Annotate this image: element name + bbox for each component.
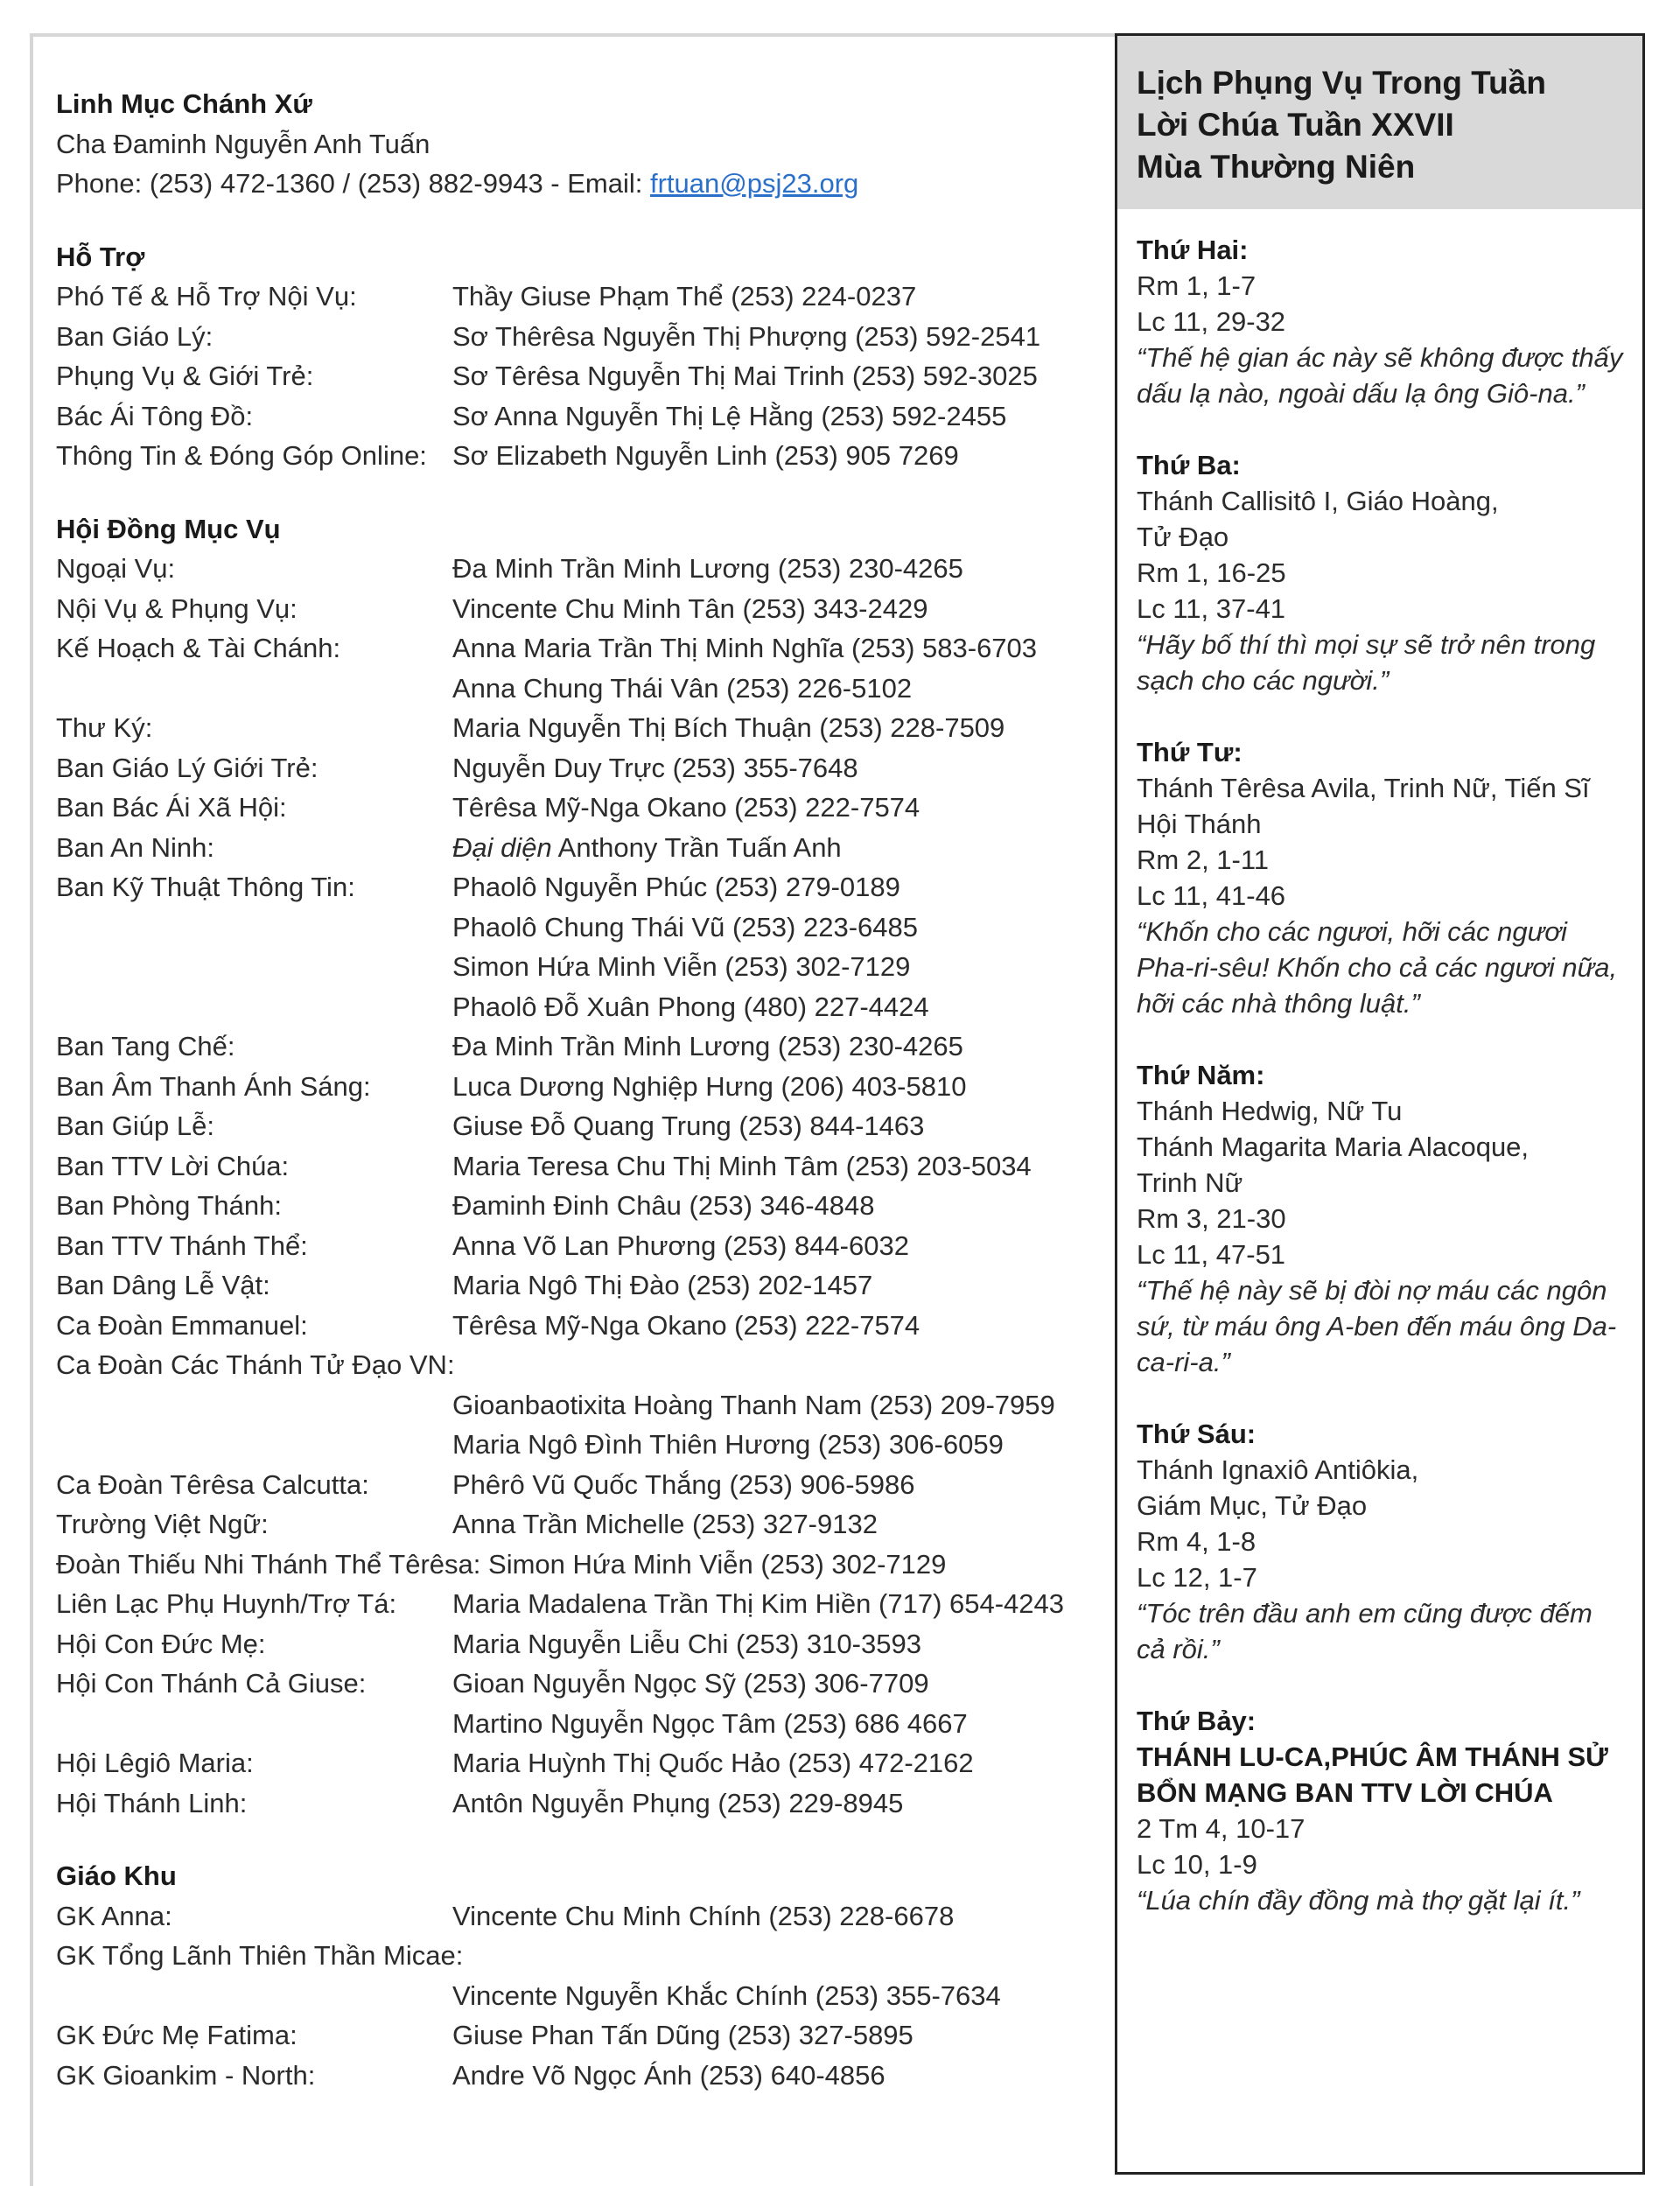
row-value	[452, 708, 1004, 748]
pastor-email-link[interactable]: frtuan@psj23.org	[649, 168, 859, 199]
row-label: Hội Con Thánh Cả Giuse:	[56, 1668, 367, 1699]
directory-row	[56, 396, 1106, 437]
row-value-text: Phaolô Chung Thái Vũ (253) 223-6485	[452, 911, 918, 942]
row-label: Ban An Ninh:	[56, 831, 214, 863]
day-reading: Rm 1, 16-25	[1137, 557, 1286, 588]
districts-heading: Giáo Khu	[56, 1860, 177, 1891]
day-quote: “Khốn cho các ngươi, hỡi các ngươi Pha-ri-sêu! Khốn cho cả các ngươi nữa, hỡi các nhà thông luật.”	[1137, 916, 1618, 1019]
directory-row	[56, 2015, 1106, 2056]
directory-row	[56, 1624, 1106, 1664]
row-value	[452, 828, 842, 868]
pastor-phone: Phone: (253) 472-1360 / (253) 882-9943 - Email:	[56, 168, 650, 199]
row-value	[452, 907, 918, 948]
row-value	[452, 1976, 1001, 2016]
day-reading: Lc 11, 37-41	[1137, 593, 1286, 624]
day-reading: 2 Tm 4, 10-17	[1137, 1813, 1306, 1844]
row-label: Thông Tin & Đóng Góp Online:	[56, 440, 427, 471]
districts-list	[56, 1896, 1106, 2096]
row-value	[452, 1783, 903, 1824]
row-value-text: Maria Nguyễn Thị Bích Thuận (253) 228-7509	[452, 712, 1005, 743]
row-value-text: Nguyễn Duy Trực (253) 355-7648	[452, 752, 858, 783]
row-value-text: Vincente Chu Minh Tân (253) 343-2429	[452, 592, 928, 624]
row-text: Đoàn Thiếu Nhi Thánh Thể Têrêsa: Simon Hứa Minh Viễn (253) 302-7129	[56, 1548, 947, 1580]
row-value-text: Martino Nguyễn Ngọc Tâm (253) 686 4667	[452, 1707, 968, 1739]
directory-row	[56, 907, 1106, 948]
day-reading: Giám Mục, Tử Đạo	[1137, 1490, 1368, 1521]
row-label: GK Anna:	[56, 1900, 172, 1931]
row-value-text: Vincente Chu Minh Chính (253) 228-6678	[452, 1900, 955, 1931]
directory-row	[56, 1425, 1106, 1465]
row-value	[452, 748, 858, 788]
directory-row	[56, 436, 1106, 476]
row-value-text: Gioan Nguyễn Ngọc Sỹ (253) 306-7709	[452, 1668, 929, 1699]
row-value-text: Maria Madalena Trần Thị Kim Hiền (717) 654-4243	[452, 1588, 1065, 1619]
row-value	[452, 396, 1006, 437]
directory-row	[56, 947, 1106, 987]
row-value-note: Đại diện	[452, 831, 552, 863]
directory-row	[56, 1146, 1106, 1187]
day-block	[1137, 1416, 1623, 1667]
row-label: Phó Tế & Hỗ Trợ Nội Vụ:	[56, 281, 357, 312]
row-value-text: Anthony Trần Tuấn Anh	[551, 831, 842, 863]
row-value	[452, 2015, 914, 2056]
row-value	[452, 1896, 954, 1937]
day-block	[1137, 1057, 1623, 1380]
day-reading: Tử Đạo	[1137, 522, 1229, 552]
day-reading: Thánh Hedwig, Nữ Tu	[1137, 1096, 1403, 1126]
row-value	[452, 1026, 963, 1067]
directory-row	[56, 356, 1106, 396]
directory-row	[56, 2056, 1106, 2096]
day-block	[1137, 232, 1623, 411]
directory-row	[56, 788, 1106, 828]
day-reading: Lc 10, 1-9	[1137, 1849, 1257, 1880]
row-label: Hội Con Đức Mẹ:	[56, 1628, 266, 1659]
row-value	[452, 549, 963, 589]
row-value	[452, 1146, 1032, 1187]
row-value	[452, 1504, 878, 1545]
schedule-season: Mùa Thường Niên	[1137, 149, 1416, 185]
day-title: Thứ Tư:	[1137, 737, 1242, 767]
day-reading: Lc 11, 29-32	[1137, 306, 1286, 337]
row-value	[452, 1226, 909, 1266]
day-reading: Lc 11, 41-46	[1137, 880, 1286, 911]
row-value	[452, 1265, 872, 1306]
row-value	[452, 1624, 921, 1664]
row-value	[452, 867, 900, 907]
day-reading: Rm 1, 1-7	[1137, 270, 1256, 301]
row-value-text: Phaolô Nguyễn Phúc (253) 279-0189	[452, 872, 900, 902]
row-value-text: Vincente Nguyễn Khắc Chính (253) 355-7634	[452, 1979, 1001, 2011]
day-quote: “Lúa chín đầy đồng mà thợ gặt lại ít.”	[1137, 1885, 1580, 1916]
directory-row	[56, 1265, 1106, 1306]
row-value	[452, 947, 910, 987]
day-quote: “Thế hệ này sẽ bị đòi nợ máu các ngôn sứ, từ máu ông A-ben đến máu ông Da-ca-ri-a.”	[1137, 1275, 1617, 1377]
row-label: Kế Hoạch & Tài Chánh:	[56, 633, 341, 663]
day-reading: Rm 3, 21-30	[1137, 1203, 1286, 1234]
day-reading: Thánh Callisitô I, Giáo Hoàng,	[1137, 486, 1499, 516]
row-value	[452, 277, 916, 317]
directory-row	[56, 1226, 1106, 1266]
row-label: Liên Lạc Phụ Huynh/Trợ Tá:	[56, 1588, 397, 1619]
council-list	[56, 549, 1106, 1823]
row-label: Hội Lêgiô Maria:	[56, 1748, 254, 1778]
day-quote: “Thế hệ gian ác này sẽ không được thấy dấu lạ nào, ngoài dấu lạ ông Giô-na.”	[1137, 342, 1623, 409]
row-value-text: Anna Trần Michelle (253) 327-9132	[452, 1509, 878, 1539]
day-quote: “Tóc trên đầu anh em cũng được đếm cả rồi.”	[1137, 1598, 1592, 1664]
row-value-text: Simon Hứa Minh Viễn (253) 302-7129	[452, 951, 911, 982]
directory-row	[56, 1976, 1106, 2016]
row-value-text: Phaolô Đỗ Xuân Phong (480) 227-4424	[452, 991, 929, 1022]
day-title: Thứ Ba:	[1137, 450, 1241, 480]
day-title: Thứ Sáu:	[1137, 1419, 1256, 1449]
directory-row	[56, 1345, 1106, 1385]
row-value	[452, 1106, 924, 1146]
row-label: Ban Phòng Thánh:	[56, 1190, 282, 1221]
row-value	[452, 788, 920, 828]
row-value	[452, 1306, 920, 1346]
directory-row	[56, 1504, 1106, 1545]
row-label: Phụng Vụ & Giới Trẻ:	[56, 361, 314, 391]
row-value-text: Maria Teresa Chu Thị Minh Tâm (253) 203-5034	[452, 1150, 1032, 1181]
row-value-text: Têrêsa Mỹ-Nga Okano (253) 222-7574	[452, 1309, 920, 1341]
row-value-text: Giuse Đỗ Quang Trung (253) 844-1463	[452, 1111, 925, 1141]
row-label: Ban Giúp Lễ:	[56, 1111, 214, 1141]
row-value-text: Maria Nguyễn Liễu Chi (253) 310-3593	[452, 1628, 921, 1659]
row-label: Ca Đoàn Têrêsa Calcutta:	[56, 1468, 369, 1500]
row-value-text: Sơ Thêrêsa Nguyễn Thị Phượng (253) 592-2541	[452, 320, 1041, 352]
directory-row	[56, 1026, 1106, 1067]
row-value-text: Thầy Giuse Phạm Thể (253) 224-0237	[452, 281, 917, 312]
row-label: Hội Thánh Linh:	[56, 1787, 248, 1818]
directory-row	[56, 669, 1106, 709]
row-value-text: Anna Võ Lan Phương (253) 844-6032	[452, 1230, 909, 1261]
directory-row	[56, 828, 1106, 868]
row-value	[452, 356, 1038, 396]
day-title: Thứ Bảy:	[1137, 1706, 1256, 1736]
row-label: Trường Việt Ngữ:	[56, 1509, 269, 1539]
directory-row	[56, 1896, 1106, 1937]
directory-column	[56, 84, 1106, 2095]
row-label: Ban TTV Thánh Thể:	[56, 1230, 308, 1261]
row-value	[452, 2056, 886, 2096]
row-value-text: Antôn Nguyễn Phụng (253) 229-8945	[452, 1787, 904, 1818]
day-block	[1137, 447, 1623, 698]
row-label: GK Gioankim - North:	[56, 2059, 316, 2091]
row-value	[452, 987, 929, 1027]
directory-row	[56, 589, 1106, 629]
schedule-header	[1117, 36, 1642, 209]
row-value	[452, 1465, 915, 1505]
row-value-text: Sơ Elizabeth Nguyễn Linh (253) 905 7269	[452, 440, 959, 471]
day-reading: Lc 11, 47-51	[1137, 1239, 1286, 1270]
directory-row	[56, 1584, 1106, 1624]
row-label: Nội Vụ & Phụng Vụ:	[56, 592, 298, 624]
directory-row	[56, 987, 1106, 1027]
row-value	[452, 317, 1040, 357]
directory-row	[56, 708, 1106, 748]
row-value	[452, 1743, 974, 1783]
directory-row	[56, 628, 1106, 669]
row-value	[452, 1584, 1064, 1624]
directory-row	[56, 1664, 1106, 1704]
liturgy-schedule-panel	[1115, 33, 1645, 2175]
row-value-text: Sơ Anna Nguyễn Thị Lệ Hằng (253) 592-2455	[452, 400, 1007, 431]
day-title: Thứ Hai:	[1137, 235, 1249, 265]
row-label: Ban Dâng Lễ Vật:	[56, 1270, 270, 1300]
row-label: Bác Ái Tông Đồ:	[56, 400, 254, 431]
day-reading: Rm 4, 1-8	[1137, 1526, 1256, 1557]
directory-row	[56, 1186, 1106, 1226]
directory-row	[56, 549, 1106, 589]
schedule-days	[1117, 209, 1642, 1918]
directory-row	[56, 1783, 1106, 1824]
row-value	[452, 669, 912, 709]
row-text: GK Tổng Lãnh Thiên Thần Micae:	[56, 1940, 464, 1971]
row-label: Thư Ký:	[56, 712, 153, 743]
row-value-text: Anna Chung Thái Vân (253) 226-5102	[452, 672, 913, 704]
row-value-text: Maria Ngô Thị Đào (253) 202-1457	[452, 1270, 873, 1300]
row-value-text: Anna Maria Trần Thị Minh Nghĩa (253) 583-6703	[452, 633, 1038, 663]
row-value-text: Phêrô Vũ Quốc Thắng (253) 906-5986	[452, 1468, 915, 1500]
row-label: Ban Bác Ái Xã Hội:	[56, 792, 287, 823]
row-value	[452, 1425, 1004, 1465]
row-value	[452, 1385, 1055, 1426]
row-label: Ban Tang Chế:	[56, 1031, 235, 1061]
row-label: Ban Kỹ Thuật Thông Tin:	[56, 872, 355, 902]
directory-row	[56, 1704, 1106, 1744]
support-heading: Hỗ Trợ	[56, 241, 145, 272]
schedule-week: Lời Chúa Tuần XXVII	[1137, 107, 1454, 143]
day-reading: Rm 2, 1-11	[1137, 844, 1270, 875]
day-reading: Thánh Magarita Maria Alacoque,	[1137, 1132, 1530, 1162]
directory-row	[56, 867, 1106, 907]
directory-row	[56, 1743, 1106, 1783]
directory-row	[56, 1545, 1106, 1585]
row-value-text: Maria Huỳnh Thị Quốc Hảo (253) 472-2162	[452, 1748, 974, 1778]
day-feast: THÁNH LU-CA,PHÚC ÂM THÁNH SỬ BỔN MẠNG BAN TTV LỜI CHÚA	[1137, 1741, 1608, 1808]
day-title: Thứ Năm:	[1137, 1060, 1265, 1090]
row-value	[452, 589, 928, 629]
day-reading: Trinh Nữ	[1137, 1167, 1243, 1198]
day-block	[1137, 1703, 1623, 1918]
council-heading: Hội Đồng Mục Vụ	[56, 513, 281, 544]
directory-row	[56, 1106, 1106, 1146]
row-value-text: Đa Minh Trần Minh Lương (253) 230-4265	[452, 1031, 963, 1061]
schedule-title: Lịch Phụng Vụ Trong Tuần	[1137, 65, 1546, 101]
row-value	[452, 1664, 929, 1704]
row-value-text: Đa Minh Trần Minh Lương (253) 230-4265	[452, 553, 963, 584]
row-label: Ngoại Vụ:	[56, 553, 176, 584]
row-text: Ca Đoàn Các Thánh Tử Đạo VN:	[56, 1349, 455, 1380]
directory-row	[56, 1067, 1106, 1107]
support-list	[56, 277, 1106, 476]
directory-row	[56, 1385, 1106, 1426]
day-reading: Thánh Têrêsa Avila, Trinh Nữ, Tiến Sĩ Hội Thánh	[1137, 773, 1590, 839]
directory-row	[56, 1936, 1106, 1976]
row-value-text: Maria Ngô Đình Thiên Hương (253) 306-6059	[452, 1429, 1004, 1460]
row-label: Ca Đoàn Emmanuel:	[56, 1309, 308, 1341]
row-value-text: Têrêsa Mỹ-Nga Okano (253) 222-7574	[452, 792, 920, 823]
row-value-text: Luca Dương Nghiệp Hưng (206) 403-5810	[452, 1070, 967, 1102]
row-value	[452, 436, 959, 476]
row-value-text: Andre Võ Ngọc Ánh (253) 640-4856	[452, 2059, 886, 2091]
directory-row	[56, 1306, 1106, 1346]
row-value	[452, 1067, 966, 1107]
pastor-heading: Linh Mục Chánh Xứ	[56, 88, 312, 119]
row-label: Ban Giáo Lý:	[56, 320, 214, 352]
row-value-text: Đaminh Đinh Châu (253) 346-4848	[452, 1190, 875, 1221]
directory-row	[56, 317, 1106, 357]
row-value-text: Sơ Têrêsa Nguyễn Thị Mai Trinh (253) 592-3025	[452, 361, 1038, 391]
row-label: Ban Âm Thanh Ánh Sáng:	[56, 1070, 371, 1102]
row-label: Ban Giáo Lý Giới Trẻ:	[56, 752, 318, 783]
pastor-contact	[56, 164, 1106, 204]
directory-row	[56, 748, 1106, 788]
row-value	[452, 1704, 968, 1744]
row-label: GK Đức Mẹ Fatima:	[56, 2020, 298, 2050]
row-value-text: Giuse Phan Tấn Dũng (253) 327-5895	[452, 2020, 914, 2050]
row-label: Ban TTV Lời Chúa:	[56, 1150, 290, 1181]
day-block	[1137, 734, 1623, 1021]
day-reading: Thánh Ignaxiô Antiôkia,	[1137, 1454, 1419, 1485]
day-reading: Lc 12, 1-7	[1137, 1562, 1257, 1593]
row-value-text: Gioanbaotixita Hoàng Thanh Nam (253) 209-7959	[452, 1389, 1055, 1420]
pastor-name: Cha Đaminh Nguyễn Anh Tuấn	[56, 128, 430, 159]
directory-row	[56, 277, 1106, 317]
day-quote: “Hãy bố thí thì mọi sự sẽ trở nên trong sạch cho các người.”	[1137, 629, 1596, 696]
directory-row	[56, 1465, 1106, 1505]
row-value	[452, 1186, 875, 1226]
row-value	[452, 628, 1037, 669]
